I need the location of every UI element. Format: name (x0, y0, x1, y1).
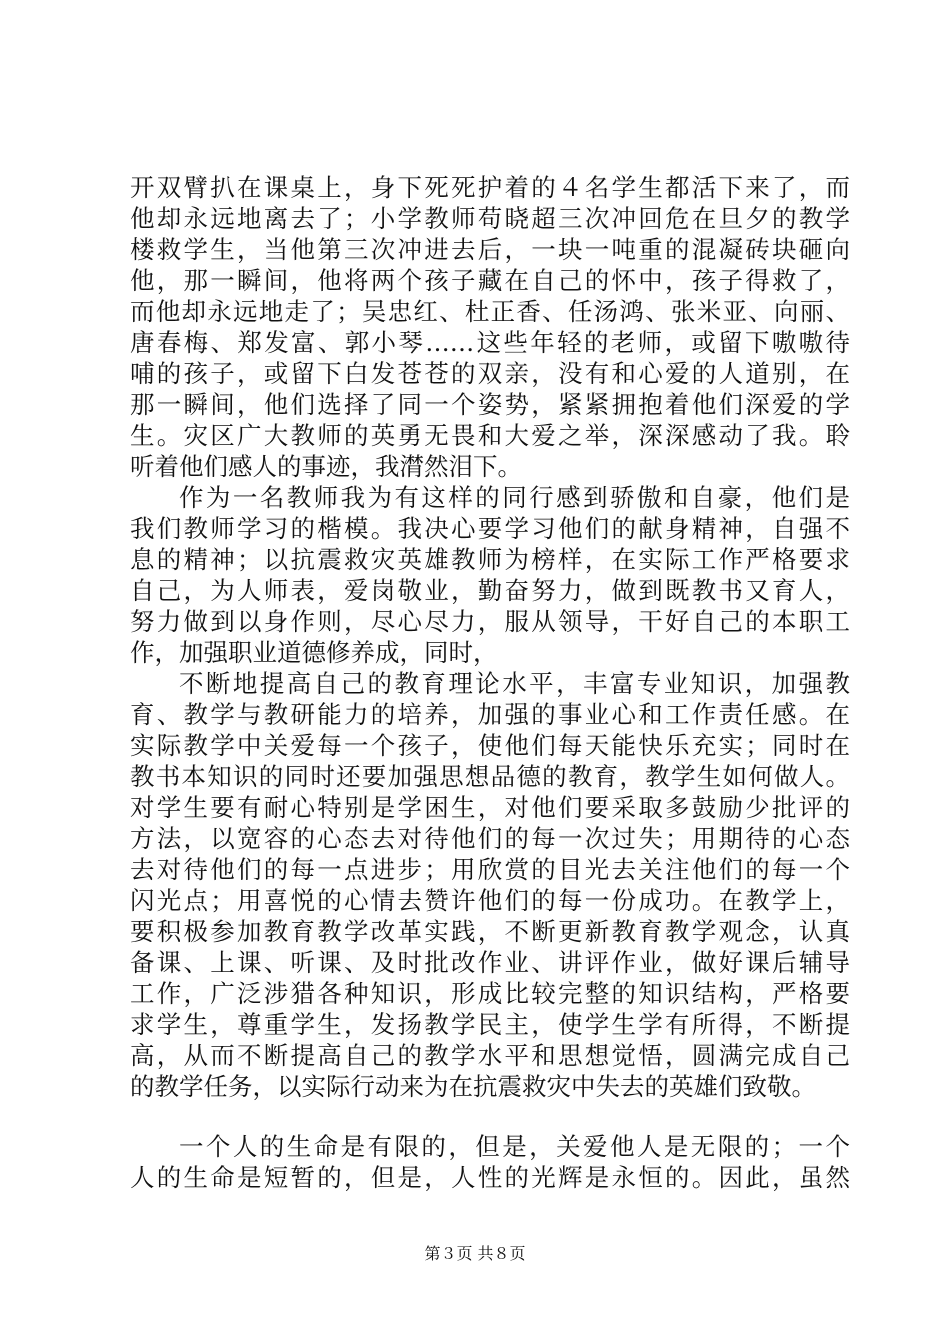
paragraph-4 (130, 1131, 850, 1193)
text-line: 我们教师学习的楷模。我决心要学习他们的献身精神，自强不 (130, 514, 850, 543)
text-line: 哺的孩子，或留下白发苍苍的双亲，没有和心爱的人道别，在 (130, 359, 850, 388)
text-line: 实际教学中关爱每一个孩子，使他们每天能快乐充实；同时在 (130, 731, 850, 760)
text-line: 去对待他们的每一点进步；用欣赏的目光去关注他们的每一个 (130, 855, 850, 884)
text-line: 对学生要有耐心特别是学困生，对他们要采取多鼓励少批评的 (130, 793, 850, 822)
text-line: 生。灾区广大教师的英勇无畏和大爱之举，深深感动了我。聆 (130, 421, 850, 450)
text-line: 作为一名教师我为有这样的同行感到骄傲和自豪，他们是 (179, 483, 850, 512)
text-line: 方法，以宽容的心态去对待他们的每一次过失；用期待的心态 (130, 824, 850, 853)
paragraph-1 (130, 172, 850, 482)
text-line: 人的生命是短暂的，但是，人性的光辉是永恒的。因此，虽然 (130, 1163, 850, 1192)
text-line: 要积极参加教育教学改革实践，不断更新教育教学观念，认真 (130, 917, 850, 946)
paragraph-spacer (130, 1102, 850, 1131)
text-line: 自己，为人师表，爱岗敬业，勤奋努力，做到既教书又育人， (130, 576, 850, 605)
text-line: 不断地提高自己的教育理论水平，丰富专业知识，加强教 (179, 669, 850, 698)
text-line: 听着他们感人的事迹，我潸然泪下。 (130, 452, 522, 481)
text-line: 工作，广泛涉猎各种知识，形成比较完整的知识结构，严格要 (130, 979, 850, 1008)
text-line: 一个人的生命是有限的，但是，关爱他人是无限的；一个 (179, 1132, 850, 1161)
text-line: 努力做到以身作则，尽心尽力，服从领导，干好自己的本职工 (130, 607, 850, 636)
text-line: 作，加强职业道德修养成，同时， (130, 638, 498, 667)
text-line: 教书本知识的同时还要加强思想品德的教育，教学生如何做人。 (130, 762, 850, 791)
text-line: 唐春梅、郑发富、郭小琴……这些年轻的老师，或留下嗷嗷待 (130, 328, 850, 357)
text-line: 那一瞬间，他们选择了同一个姿势，紧紧拥抱着他们深爱的学 (130, 390, 850, 419)
text-line: 而他却永远地走了；吴忠红、杜正香、任汤鸿、张米亚、向丽、 (130, 297, 850, 326)
paragraph-3 (130, 668, 850, 1102)
text-line: 开双臂扒在课桌上，身下死死护着的４名学生都活下来了，而 (130, 173, 850, 202)
text-line: 备课、上课、听课、及时批改作业、讲评作业，做好课后辅导 (130, 948, 850, 977)
paragraph-2 (130, 482, 850, 668)
text-line: 闪光点；用喜悦的心情去赞许他们的每一份成功。在教学上， (130, 886, 850, 915)
text-line: 息的精神；以抗震救灾英雄教师为榜样，在实际工作严格要求 (130, 545, 850, 574)
text-line: 他，那一瞬间，他将两个孩子藏在自己的怀中，孩子得救了， (130, 266, 850, 295)
text-line: 他却永远地离去了；小学教师苟晓超三次冲回危在旦夕的教学 (130, 204, 850, 233)
text-line: 求学生，尊重学生，发扬教学民主，使学生学有所得，不断提 (130, 1010, 850, 1039)
text-line: 的教学任务，以实际行动来为在抗震救灾中失去的英雄们致敬。 (130, 1072, 816, 1101)
text-line: 高，从而不断提高自己的教学水平和思想觉悟，圆满完成自己 (130, 1041, 850, 1070)
text-line: 育、教学与教研能力的培养，加强的事业心和工作责任感。在 (130, 700, 850, 729)
text-line: 楼救学生，当他第三次冲进去后，一块一吨重的混凝砖块砸向 (130, 235, 850, 264)
page-number-footer: 第３页 共８页 (424, 1244, 526, 1263)
document-body (130, 172, 850, 1193)
